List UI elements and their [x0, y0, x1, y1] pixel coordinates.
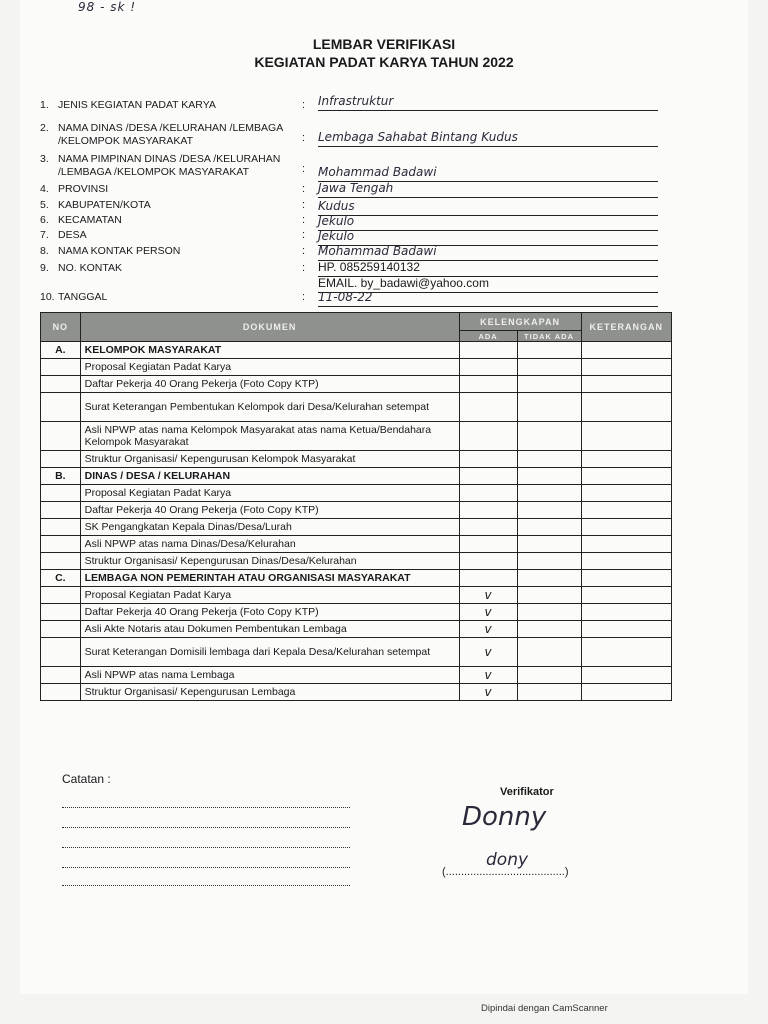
field-label: PROVINSI [58, 183, 109, 195]
table-row [41, 519, 672, 536]
table-row [41, 451, 672, 468]
keterangan-cell [581, 553, 671, 570]
ada-check-cell [459, 519, 517, 536]
field-label: NAMA PIMPINAN DINAS /DESA /KELURAHAN /LEMBAGA /KELOMPOK MASYARAKAT [58, 153, 281, 178]
document-name: Struktur Organisasi/ Kepengurusan Dinas/Desa/Kelurahan [80, 553, 459, 570]
notes-line [62, 884, 350, 886]
row-number-cell [41, 502, 81, 519]
field-value: Lembaga Sahabat Bintang Kudus [318, 130, 658, 147]
document-name: Asli NPWP atas nama Kelompok Masyarakat atas nama Ketua/Bendahara Kelompok Masyarakat [80, 422, 459, 451]
field-colon: : [302, 291, 306, 303]
document-name: Asli NPWP atas nama Dinas/Desa/Kelurahan [80, 536, 459, 553]
notes-label: Catatan : [62, 772, 111, 786]
tidak-ada-cell [517, 519, 581, 536]
document-name: Proposal Kegiatan Padat Karya [80, 485, 459, 502]
tidak-ada-cell [517, 587, 581, 604]
field-number: 4. [40, 183, 49, 195]
col-header-keterangan: KETERANGAN [581, 313, 671, 342]
document-checklist-table [40, 312, 672, 701]
document-name: Proposal Kegiatan Padat Karya [80, 359, 459, 376]
field-label: JENIS KEGIATAN PADAT KARYA [58, 99, 216, 111]
ada-check-cell: v [459, 638, 517, 667]
table-row [41, 502, 672, 519]
field-label: DESA [58, 229, 87, 241]
field-value-hp: HP. 085259140132 [318, 260, 658, 277]
section-row [41, 570, 672, 587]
document-name: Daftar Pekerja 40 Orang Pekerja (Foto Copy KTP) [80, 604, 459, 621]
field-colon: : [302, 199, 306, 211]
tidak-ada-cell [517, 393, 581, 422]
ada-check-cell [459, 451, 517, 468]
document-name: SK Pengangkatan Kepala Dinas/Desa/Lurah [80, 519, 459, 536]
row-number-cell [41, 393, 81, 422]
verifier-signature: Donny [462, 802, 547, 832]
keterangan-cell [581, 359, 671, 376]
keterangan-cell [581, 604, 671, 621]
tidak-ada-cell [517, 451, 581, 468]
field-number: 9. [40, 262, 49, 274]
document-name: Daftar Pekerja 40 Orang Pekerja (Foto Copy KTP) [80, 376, 459, 393]
ada-check-cell [459, 502, 517, 519]
field-value: Kudus [318, 199, 658, 216]
col-header-ada: ADA [459, 331, 517, 342]
field-number: 1. [40, 99, 49, 111]
table-row [41, 359, 672, 376]
section-row [41, 468, 672, 485]
field-number: 2. [40, 122, 49, 134]
table-row [41, 422, 672, 451]
ada-check-cell [459, 376, 517, 393]
tidak-ada-cell [517, 485, 581, 502]
document-name: Proposal Kegiatan Padat Karya [80, 587, 459, 604]
notes-line [62, 826, 350, 828]
tidak-ada-cell [517, 604, 581, 621]
tidak-ada-cell [517, 502, 581, 519]
ada-check-cell: v [459, 587, 517, 604]
row-number-cell [41, 684, 81, 701]
keterangan-cell [581, 376, 671, 393]
empty-cell [581, 468, 671, 485]
notes-line [62, 806, 350, 808]
tidak-ada-cell [517, 536, 581, 553]
col-header-no: NO [41, 313, 81, 342]
row-number-cell [41, 667, 81, 684]
notes-line [62, 866, 350, 868]
field-colon: : [302, 163, 306, 175]
page-title: LEMBAR VERIFIKASI [312, 36, 456, 52]
table-row [41, 684, 672, 701]
ada-check-cell [459, 359, 517, 376]
field-label: KABUPATEN/KOTA [58, 199, 151, 211]
ada-check-cell [459, 422, 517, 451]
table-row [41, 485, 672, 502]
row-number-cell [41, 376, 81, 393]
section-title: KELOMPOK MASYARAKAT [80, 342, 459, 359]
notes-line [62, 846, 350, 848]
row-number-cell [41, 451, 81, 468]
field-colon: : [302, 132, 306, 144]
col-header-tidak-ada: TIDAK ADA [517, 331, 581, 342]
field-number: 5. [40, 199, 49, 211]
field-number: 7. [40, 229, 49, 241]
keterangan-cell [581, 422, 671, 451]
field-value: Jekulo [318, 229, 658, 246]
ada-check-cell [459, 553, 517, 570]
field-colon: : [302, 262, 306, 274]
document-name: Surat Keterangan Pembentukan Kelompok dari Desa/Kelurahan setempat [80, 393, 459, 422]
empty-cell [459, 342, 517, 359]
field-value: Infrastruktur [318, 94, 658, 111]
field-colon: : [302, 229, 306, 241]
empty-cell [459, 570, 517, 587]
field-value: Mohammad Badawi [318, 244, 658, 261]
field-label: NAMA KONTAK PERSON [58, 245, 181, 257]
section-number: A. [41, 342, 81, 359]
document-name: Surat Keterangan Domisili lembaga dari Kepala Desa/Kelurahan setempat [80, 638, 459, 667]
tidak-ada-cell [517, 667, 581, 684]
field-value: Jawa Tengah [318, 181, 658, 198]
field-label: NO. KONTAK [58, 262, 122, 274]
field-colon: : [302, 214, 306, 226]
empty-cell [517, 468, 581, 485]
section-number: C. [41, 570, 81, 587]
empty-cell [581, 570, 671, 587]
tidak-ada-cell [517, 638, 581, 667]
table-row [41, 587, 672, 604]
table-row [41, 376, 672, 393]
ada-check-cell: v [459, 667, 517, 684]
handwritten-note: 98 - sk ! [78, 0, 137, 14]
row-number-cell [41, 604, 81, 621]
document-name: Struktur Organisasi/ Kepengurusan Kelompok Masyarakat [80, 451, 459, 468]
keterangan-cell [581, 393, 671, 422]
section-number: B. [41, 468, 81, 485]
tidak-ada-cell [517, 422, 581, 451]
keterangan-cell [581, 485, 671, 502]
table-row [41, 393, 672, 422]
field-number: 10. [40, 291, 55, 303]
field-value-email: EMAIL. by_badawi@yahoo.com [318, 276, 658, 293]
document-name: Asli NPWP atas nama Lembaga [80, 667, 459, 684]
field-number: 8. [40, 245, 49, 257]
row-number-cell [41, 553, 81, 570]
keterangan-cell [581, 621, 671, 638]
row-number-cell [41, 485, 81, 502]
field-label: TANGGAL [58, 291, 108, 303]
keterangan-cell [581, 684, 671, 701]
keterangan-cell [581, 519, 671, 536]
row-number-cell [41, 519, 81, 536]
document-name: Struktur Organisasi/ Kepengurusan Lembaga [80, 684, 459, 701]
ada-check-cell: v [459, 621, 517, 638]
row-number-cell [41, 359, 81, 376]
page-subtitle: KEGIATAN PADAT KARYA TAHUN 2022 [254, 54, 514, 70]
empty-cell [581, 342, 671, 359]
scanner-footer: Dipindai dengan CamScanner [481, 1003, 608, 1014]
table-row [41, 536, 672, 553]
field-value: 11-08-22 [318, 290, 658, 307]
field-number: 6. [40, 214, 49, 226]
ada-check-cell: v [459, 604, 517, 621]
row-number-cell [41, 621, 81, 638]
field-number: 3. [40, 153, 49, 165]
section-title: LEMBAGA NON PEMERINTAH ATAU ORGANISASI MASYARAKAT [80, 570, 459, 587]
empty-cell [517, 570, 581, 587]
keterangan-cell [581, 451, 671, 468]
table-row [41, 621, 672, 638]
field-label: NAMA DINAS /DESA /KELURAHAN /LEMBAGA /KELOMPOK MASYARAKAT [58, 122, 283, 147]
field-value: Mohammad Badawi [318, 165, 658, 182]
ada-check-cell [459, 485, 517, 502]
tidak-ada-cell [517, 621, 581, 638]
verifier-name: dony [486, 850, 529, 870]
keterangan-cell [581, 667, 671, 684]
keterangan-cell [581, 502, 671, 519]
ada-check-cell [459, 393, 517, 422]
row-number-cell [41, 536, 81, 553]
keterangan-cell [581, 536, 671, 553]
table-row [41, 553, 672, 570]
section-row [41, 342, 672, 359]
table-row [41, 638, 672, 667]
tidak-ada-cell [517, 684, 581, 701]
table-row [41, 667, 672, 684]
ada-check-cell: v [459, 684, 517, 701]
field-colon: : [302, 99, 306, 111]
empty-cell [459, 468, 517, 485]
field-value: Jekulo [318, 214, 658, 231]
verifikator-label: Verifikator [500, 786, 554, 798]
ada-check-cell [459, 536, 517, 553]
field-colon: : [302, 183, 306, 195]
row-number-cell [41, 587, 81, 604]
section-title: DINAS / DESA / KELURAHAN [80, 468, 459, 485]
empty-cell [517, 342, 581, 359]
field-colon: : [302, 245, 306, 257]
row-number-cell [41, 422, 81, 451]
row-number-cell [41, 638, 81, 667]
document-name: Asli Akte Notaris atau Dokumen Pembentukan Lembaga [80, 621, 459, 638]
tidak-ada-cell [517, 553, 581, 570]
keterangan-cell [581, 638, 671, 667]
col-header-dokumen: DOKUMEN [80, 313, 459, 342]
signature-line: (.......................................) [442, 866, 569, 878]
keterangan-cell [581, 587, 671, 604]
tidak-ada-cell [517, 376, 581, 393]
col-header-kelengkapan: KELENGKAPAN [459, 313, 581, 331]
document-name: Daftar Pekerja 40 Orang Pekerja (Foto Copy KTP) [80, 502, 459, 519]
tidak-ada-cell [517, 359, 581, 376]
table-row [41, 604, 672, 621]
field-label: KECAMATAN [58, 214, 122, 226]
